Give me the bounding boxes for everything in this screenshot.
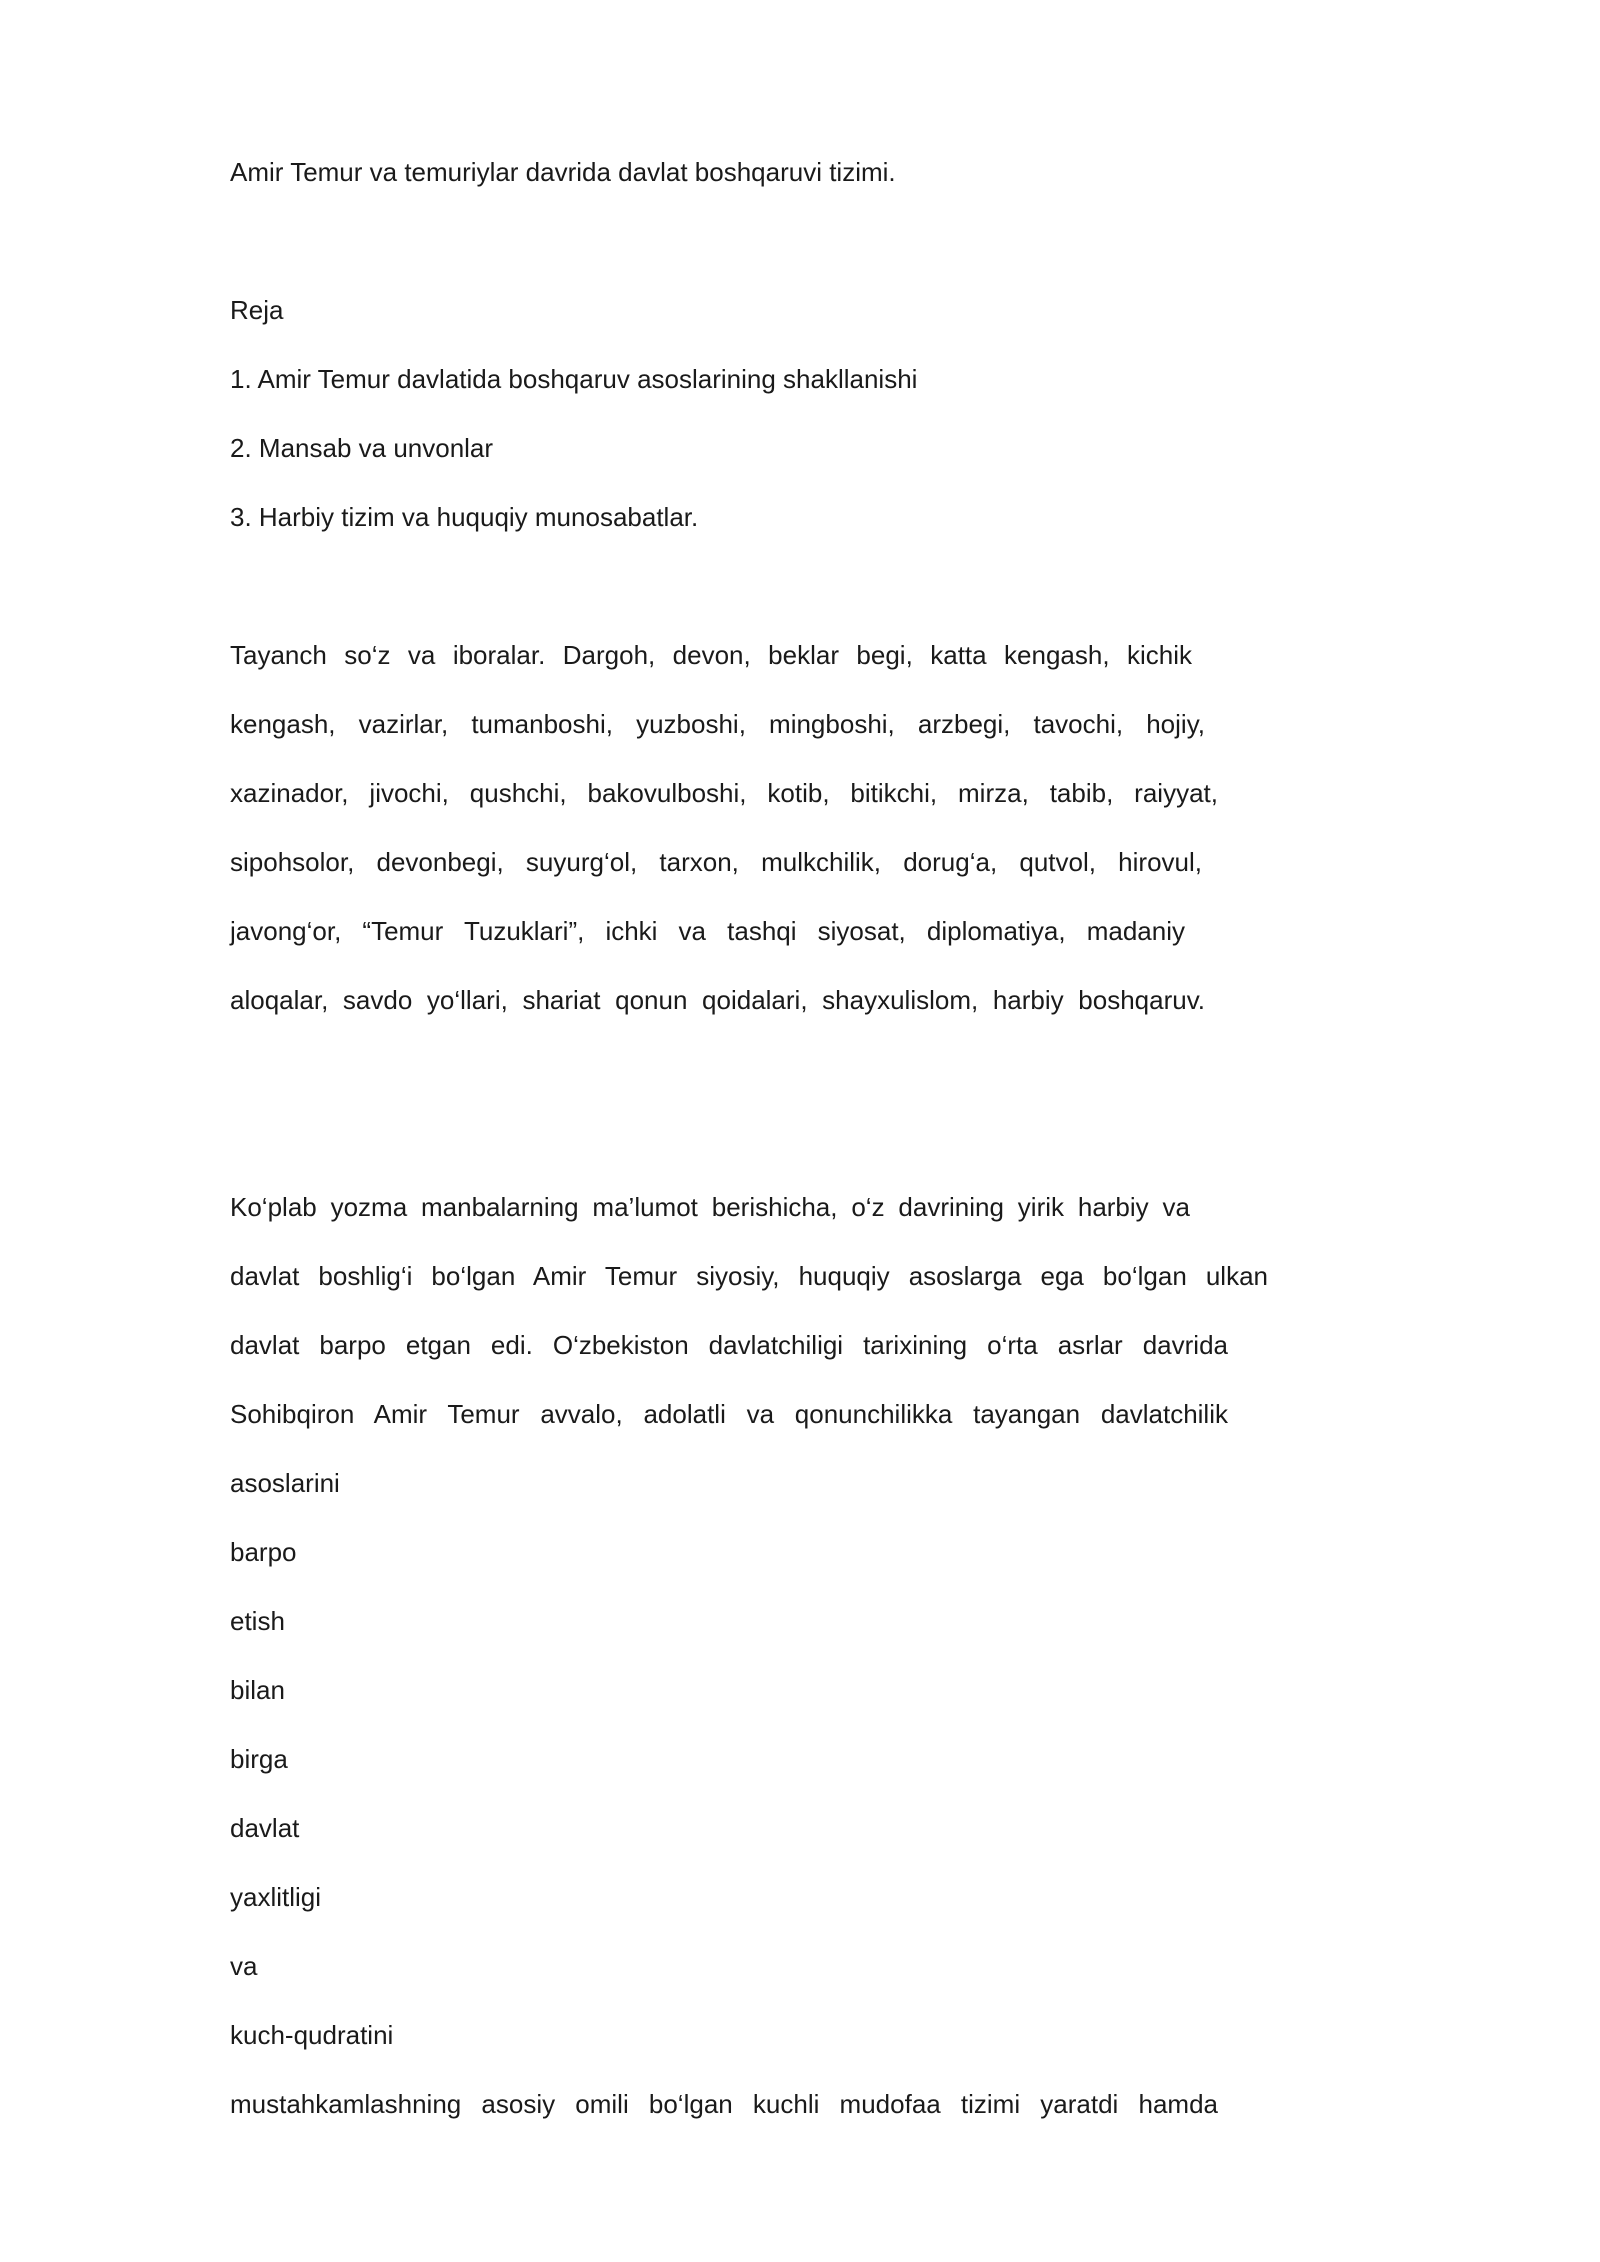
keywords-line: Tayanch so‘z va iboralar. Dargoh, devon, beklar begi, katta kengash, kichik (230, 640, 1192, 670)
body-line: etish (230, 1606, 285, 1636)
plan-heading: Reja (230, 295, 284, 325)
body-line: bilan (230, 1675, 285, 1705)
plan-item: 3. Harbiy tizim va huquqiy munosabatlar. (230, 502, 699, 532)
body-line: barpo (230, 1537, 297, 1567)
body-line: Sohibqiron Amir Temur avvalo, adolatli va qonunchilikka tayangan davlatchilik (230, 1399, 1228, 1429)
body-line: kuch-qudratini (230, 2020, 394, 2050)
body-line: davlat barpo etgan edi. O‘zbekiston davlatchiligi tarixining o‘rta asrlar davrida (230, 1330, 1228, 1360)
body-line: asoslarini (230, 1468, 340, 1498)
keywords-line: xazinador, jivochi, qushchi, bakovulboshi, kotib, bitikchi, mirza, tabib, raiyyat, (230, 778, 1218, 808)
plan-item: 2. Mansab va unvonlar (230, 433, 494, 463)
document-title: Amir Temur va temuriylar davrida davlat boshqaruvi tizimi. (230, 157, 896, 187)
body-line: Ko‘plab yozma manbalarning ma’lumot berishicha, o‘z davrining yirik harbiy va (230, 1192, 1190, 1222)
keywords-line: kengash, vazirlar, tumanboshi, yuzboshi, mingboshi, arzbegi, tavochi, hojiy, (230, 709, 1205, 739)
keywords-line: javong‘or, “Temur Tuzuklari”, ichki va tashqi siyosat, diplomatiya, madaniy (230, 916, 1185, 946)
body-line: davlat boshlig‘i bo‘lgan Amir Temur siyosiy, huquqiy asoslarga ega bo‘lgan ulkan (230, 1261, 1268, 1291)
body-line: va (230, 1951, 258, 1981)
keywords-line: aloqalar, savdo yo‘llari, shariat qonun qoidalari, shayxulislom, harbiy boshqaruv. (230, 985, 1205, 1015)
plan-item: 1. Amir Temur davlatida boshqaruv asoslarining shakllanishi (230, 364, 918, 394)
body-line: birga (230, 1744, 288, 1774)
body-line: yaxlitligi (230, 1882, 322, 1912)
keywords-line: sipohsolor, devonbegi, suyurg‘ol, tarxon, mulkchilik, dorug‘a, qutvol, hirovul, (230, 847, 1202, 877)
body-line: mustahkamlashning asosiy omili bo‘lgan kuchli mudofaa tizimi yaratdi hamda (230, 2089, 1218, 2119)
body-line: davlat (230, 1813, 300, 1843)
